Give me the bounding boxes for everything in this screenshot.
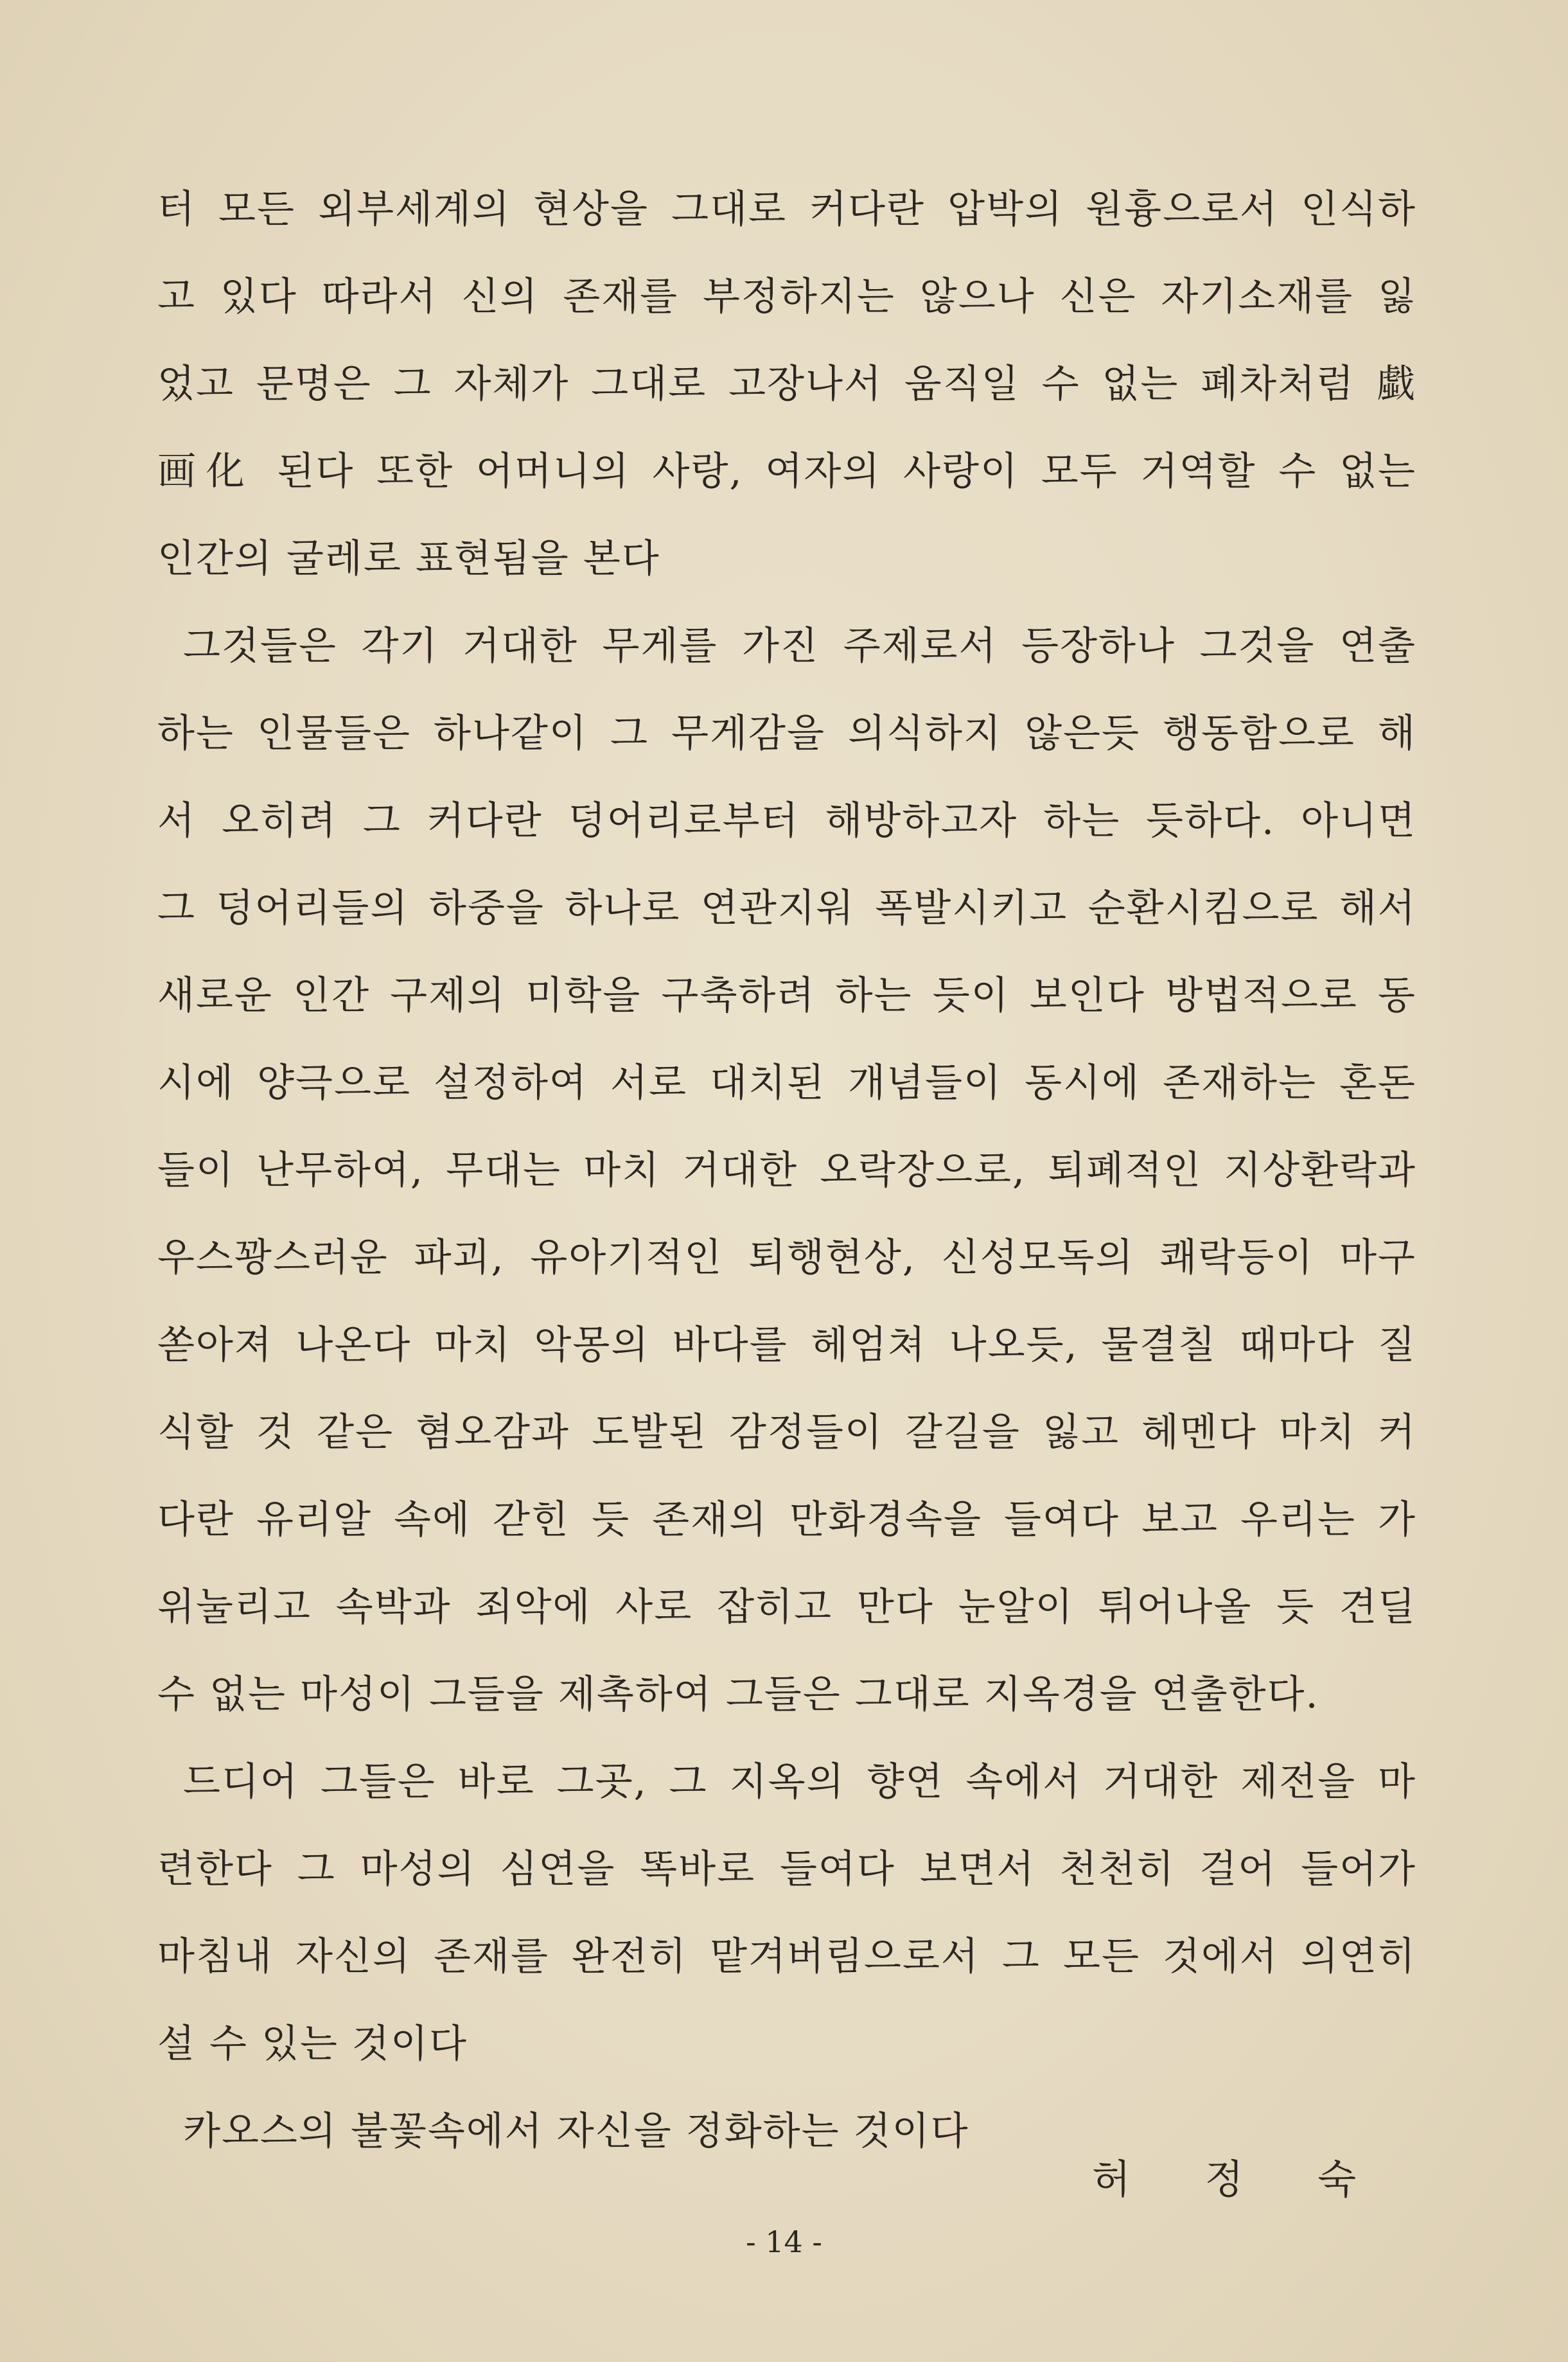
text-line: 설 수 있는 것이다: [157, 2022, 468, 2067]
text-line: 련한다 그 마성의 심연을 똑바로 들여다 보면서 천천히 걸어 들어가: [157, 1847, 1416, 1892]
text-line: 었고 문명은 그 자체가 그대로 고장나서 움직일 수 없는 폐차처럼 戱: [157, 362, 1416, 407]
text-line: 画化 된다 또한 어머니의 사랑, 여자의 사랑이 모두 거역할 수 없는: [157, 449, 1416, 494]
text-line: 다란 유리알 속에 갇힌 듯 존재의 만화경속을 들여다 보고 우리는 가: [157, 1497, 1416, 1542]
text-line: 새로운 인간 구제의 미학을 구축하려 하는 듯이 보인다 방법적으로 동: [157, 973, 1416, 1018]
text-line: 수 없는 마성이 그들을 제촉하여 그들은 그대로 지옥경을 연출한다.: [157, 1672, 1319, 1717]
text-line: 서 오히려 그 커다란 덩어리로부터 해방하고자 하는 듯하다. 아니면: [157, 798, 1416, 843]
text-line: 그것들은 각기 거대한 무게를 가진 주제로서 등장하나 그것을 연출: [183, 624, 1416, 669]
text-line: 마침내 자신의 존재를 완전히 맡겨버림으로서 그 모든 것에서 의연히: [157, 1934, 1416, 1979]
page-number: - 14 -: [746, 2225, 822, 2259]
text-line: 인간의 굴레로 표현됨을 본다: [157, 536, 660, 581]
text-line: 그 덩어리들의 하중을 하나로 연관지워 폭발시키고 순환시킴으로 해서: [157, 886, 1416, 931]
text-line: 우스꽝스러운 파괴, 유아기적인 퇴행현상, 신성모독의 쾌락등이 마구: [157, 1235, 1416, 1280]
text-line: 들이 난무하여, 무대는 마치 거대한 오락장으로, 퇴폐적인 지상환락과: [157, 1148, 1416, 1193]
text-line: 쏟아져 나온다 마치 악몽의 바다를 헤엄쳐 나오듯, 물결칠 때마다 질: [157, 1323, 1416, 1368]
author-name: 허 정 숙: [1092, 2156, 1387, 2203]
text-line: 고 있다 따라서 신의 존재를 부정하지는 않으나 신은 자기소재를 잃: [157, 274, 1416, 319]
text-line: 카오스의 불꽃속에서 자신을 정화하는 것이다: [183, 2109, 969, 2154]
text-line: 터 모든 외부세계의 현상을 그대로 커다란 압박의 원흉으로서 인식하: [157, 187, 1416, 232]
essay-body: [157, 166, 1416, 2175]
text-line: 위눌리고 속박과 죄악에 사로 잡히고 만다 눈알이 튀어나올 듯 견딜: [157, 1585, 1416, 1630]
text-line: 시에 양극으로 설정하여 서로 대치된 개념들이 동시에 존재하는 혼돈: [157, 1061, 1416, 1106]
text-line: 하는 인물들은 하나같이 그 무게감을 의식하지 않은듯 행동함으로 해: [157, 711, 1416, 756]
text-line: 드디어 그들은 바로 그곳, 그 지옥의 향연 속에서 거대한 제전을 마: [183, 1759, 1416, 1804]
text-line: 식할 것 같은 혐오감과 도발된 감정들이 갈길을 잃고 헤멘다 마치 커: [157, 1410, 1416, 1455]
